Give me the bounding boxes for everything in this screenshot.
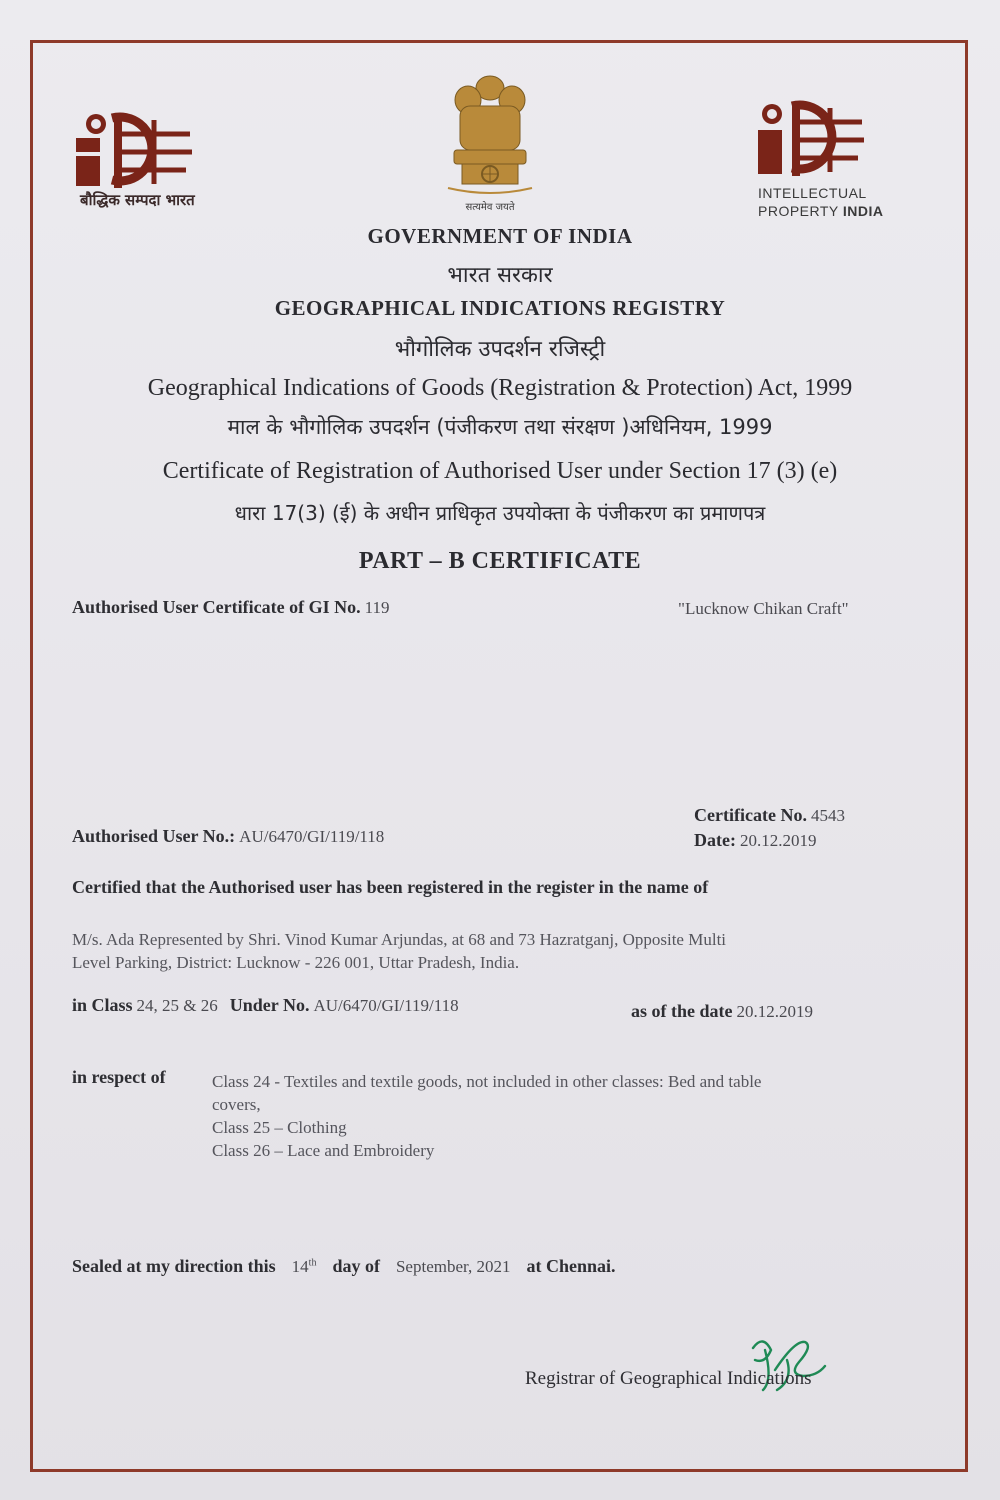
certificate-date-value: 20.12.2019 (739, 831, 817, 850)
heading-registry: GEOGRAPHICAL INDICATIONS REGISTRY (274, 296, 726, 320)
national-emblem (440, 70, 540, 220)
under-no-label: Under No. (229, 995, 310, 1015)
class-24-description-cont: covers, (212, 1095, 261, 1114)
certificate-number-line (694, 805, 845, 826)
ip-logo-mark-icon (70, 112, 200, 192)
ip-logo-line1: INTELLECTUAL (758, 185, 867, 201)
ip-logo-english-text (758, 184, 948, 220)
certified-statement: Certified that the Authorised user has been registered in the register in the name of (72, 877, 709, 897)
registrant-address (72, 928, 892, 974)
heading-act-hindi: माल के भौगोलिक उपदर्शन (पंजीकरण तथा संरक्षण )अधिनियम, 1999 (227, 415, 773, 439)
gi-number-label: Authorised User Certificate of GI No. (72, 597, 361, 617)
sealed-line (72, 1256, 616, 1277)
class-26-description: Class 26 – Lace and Embroidery (212, 1141, 435, 1160)
heading-certificate-type: Certificate of Registration of Authorised User under Section 17 (3) (e) (162, 458, 838, 484)
sealed-day-of: day of (332, 1256, 380, 1276)
class-24-description: Class 24 - Textiles and textile goods, not included in other classes: Bed and table (212, 1072, 762, 1091)
registrant-line1: M/s. Ada Represented by Shri. Vinod Kumar Arjundas, at 68 and 73 Hazratganj, Opposite Multi (72, 930, 727, 949)
as-of-date-value: 20.12.2019 (736, 1002, 813, 1021)
sealed-prefix: Sealed at my direction this (72, 1256, 276, 1276)
heading-government-hindi: भारत सरकार (447, 263, 553, 288)
certificate-date-label: Date: (694, 830, 736, 850)
sealed-month-year: September, 2021 (395, 1257, 511, 1276)
sealed-day-suffix: th (308, 1257, 317, 1269)
authorised-user-label: Authorised User No.: (72, 826, 236, 846)
heading-government: GOVERNMENT OF INDIA (367, 224, 633, 248)
as-of-date-line (631, 1001, 813, 1022)
sealed-day: 14th (291, 1257, 317, 1276)
ip-logo-line2: PROPERTY INDIA (758, 203, 884, 219)
ip-logo-hindi-text: बौद्धिक सम्पदा भारत (80, 191, 195, 209)
ip-logo-line3: INDIA (842, 203, 884, 219)
registrant-line2: Level Parking, District: Lucknow - 226 001, Uttar Pradesh, India. (72, 953, 520, 972)
gi-number-value: 119 (364, 598, 390, 617)
ip-india-logo-right (752, 100, 942, 225)
certificate-number-label: Certificate No. (694, 805, 807, 825)
ip-logo-mark-right-icon (752, 100, 872, 180)
sealed-location: at Chennai. (526, 1256, 616, 1276)
heading-registry-hindi: भौगोलिक उपदर्शन रजिस्ट्री (394, 337, 606, 362)
in-respect-of-label: in respect of (72, 1067, 166, 1087)
under-no-value: AU/6470/GI/119/118 (313, 996, 459, 1015)
class-line (72, 995, 459, 1016)
as-of-date-label: as of the date (631, 1001, 733, 1021)
class-25-description: Class 25 – Clothing (212, 1118, 347, 1137)
ip-india-logo-left (70, 112, 210, 232)
heading-part-b: PART – B CERTIFICATE (358, 548, 642, 574)
gi-name: "Lucknow Chikan Craft" (678, 599, 849, 618)
lion-capital-emblem-icon (440, 70, 540, 200)
in-class-value: 24, 25 & 26 (136, 996, 218, 1015)
gi-number-line (72, 597, 389, 618)
heading-certificate-type-hindi: धारा 17(3) (ई) के अधीन प्राधिकृत उपयोक्ता के पंजीकरण का प्रमाणपत्र (234, 501, 766, 525)
certificate-number-value: 4543 (810, 806, 845, 825)
emblem-motto: सत्यमेव जयते (465, 202, 515, 213)
certificate-date-line (694, 830, 816, 851)
authorised-user-value: AU/6470/GI/119/118 (239, 827, 385, 846)
in-class-label: in Class (72, 995, 133, 1015)
registrar-title: Registrar of Geographical Indications (525, 1368, 812, 1389)
class-descriptions (212, 1070, 892, 1162)
heading-act: Geographical Indications of Goods (Registration & Protection) Act, 1999 (147, 375, 853, 401)
authorised-user-line (72, 826, 384, 847)
